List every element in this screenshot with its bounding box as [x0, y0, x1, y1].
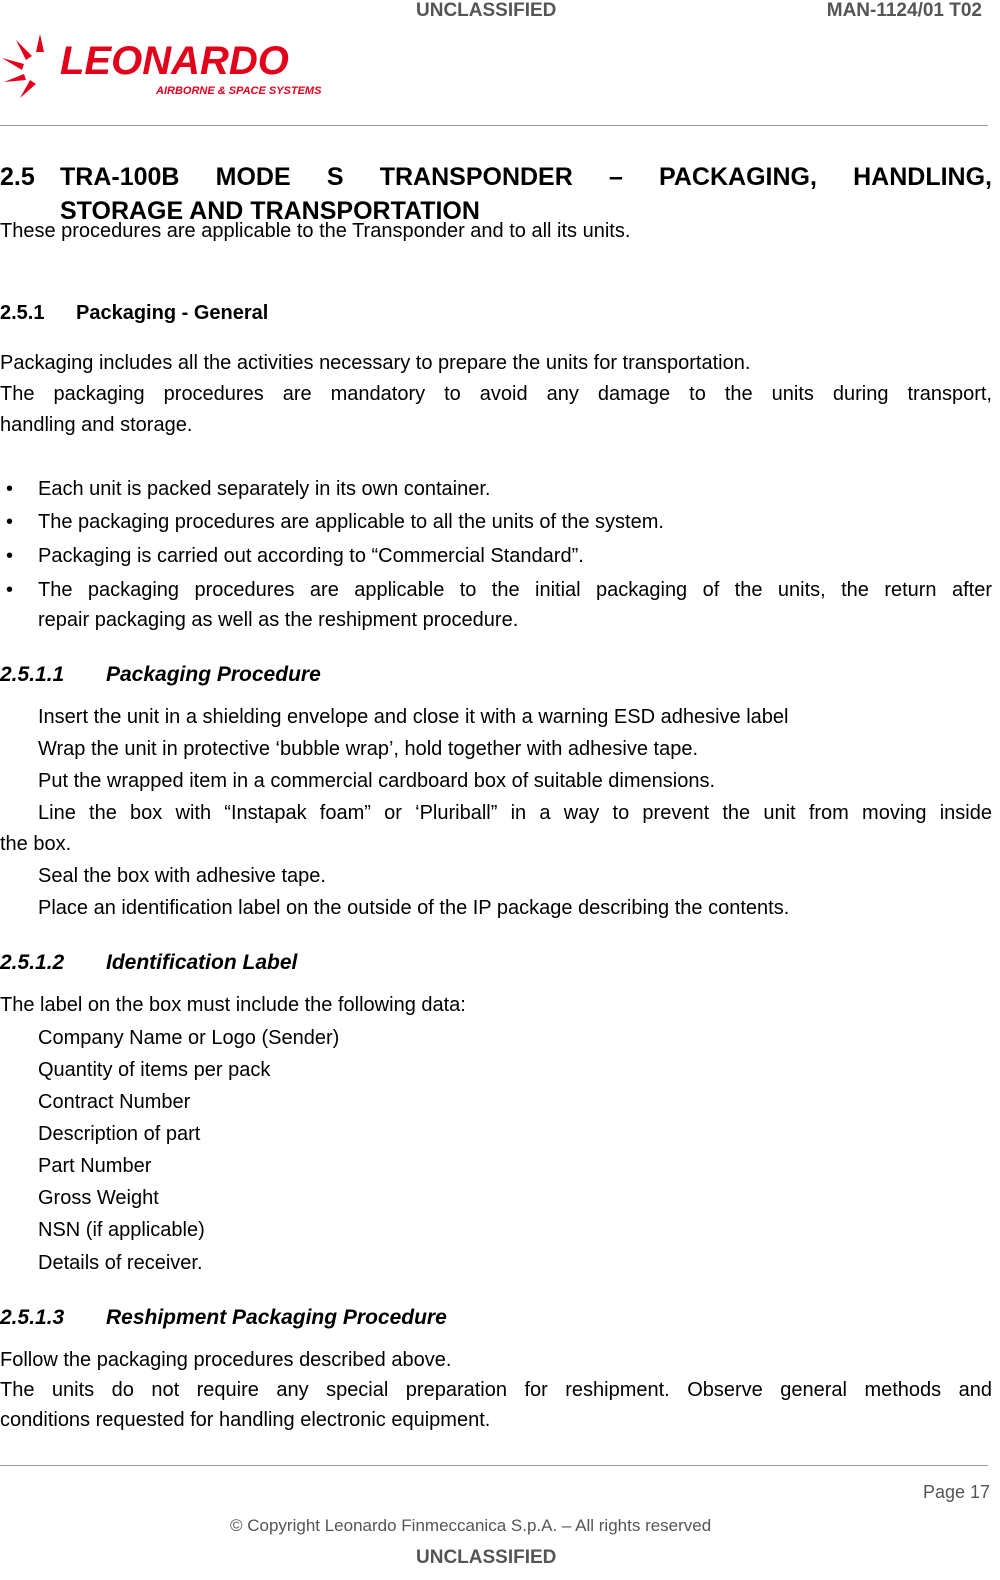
general-paragraph-2-line1: The packaging procedures are mandatory to avoid any damage to the units during transport,	[0, 383, 992, 405]
procedure-step-continuation: the box.	[0, 833, 72, 855]
svg-text:AIRBORNE & SPACE SYSTEMS: AIRBORNE & SPACE SYSTEMS	[156, 85, 322, 97]
header-classification: UNCLASSIFIED	[416, 0, 557, 21]
bullet-dot: •	[6, 478, 14, 500]
procedure-step: Wrap the unit in protective ‘bubble wrap’, hold together with adhesive tape.	[38, 738, 699, 760]
label-item: Description of part	[38, 1123, 201, 1145]
label-intro: The label on the box must include the following data:	[0, 994, 466, 1016]
reshipment-paragraph-1: Follow the packaging procedures described above.	[0, 1349, 452, 1371]
copyright: © Copyright Leonardo Finmeccanica S.p.A. – All rights reserved	[230, 1516, 712, 1535]
subsection-2-5-1-3-number: 2.5.1.3	[0, 1306, 65, 1329]
bullet-item-continuation: repair packaging as well as the reshipment procedure.	[38, 609, 519, 631]
subsection-2-5-1-number: 2.5.1	[0, 302, 45, 324]
label-item: NSN (if applicable)	[38, 1219, 205, 1241]
label-item: Part Number	[38, 1155, 152, 1177]
bullet-item: The packaging procedures are applicable to the initial packaging of the units, the return after	[38, 579, 992, 601]
subsection-2-5-1-2-number: 2.5.1.2	[0, 951, 65, 974]
bullet-dot: •	[6, 579, 14, 601]
subsection-2-5-1-1-number: 2.5.1.1	[0, 663, 65, 686]
bullet-item: Each unit is packed separately in its own container.	[38, 478, 491, 500]
page-number: Page 17	[922, 1482, 990, 1502]
label-item: Details of receiver.	[38, 1252, 203, 1274]
label-item: Gross Weight	[38, 1187, 159, 1209]
subsection-2-5-1-2-title: Identification Label	[106, 951, 298, 974]
label-item: Company Name or Logo (Sender)	[38, 1027, 340, 1049]
subsection-2-5-1-3-title: Reshipment Packaging Procedure	[106, 1306, 447, 1329]
header-doc-number: MAN-1124/01 T02	[826, 0, 982, 21]
bullet-dot: •	[6, 545, 14, 567]
leonardo-logo-icon	[0, 30, 330, 102]
label-item: Quantity of items per pack	[38, 1059, 271, 1081]
svg-text:LEONARDO: LEONARDO	[60, 39, 289, 83]
reshipment-paragraph-2-line2: conditions requested for handling electronic equipment.	[0, 1409, 491, 1431]
bullet-item: The packaging procedures are applicable to all the units of the system.	[38, 511, 664, 533]
procedure-step: Seal the box with adhesive tape.	[38, 865, 326, 887]
section-number: 2.5	[0, 163, 35, 191]
procedure-step: Line the box with “Instapak foam” or ‘Pluriball” in a way to prevent the unit from moving inside	[38, 802, 992, 824]
section-title-line1: TRA-100B MODE S TRANSPONDER – PACKAGING, HANDLING,	[60, 163, 992, 191]
label-item: Contract Number	[38, 1091, 191, 1113]
subsection-2-5-1-title: Packaging - General	[76, 302, 269, 324]
section-title-line2: STORAGE AND TRANSPORTATION	[60, 197, 480, 225]
procedure-step: Put the wrapped item in a commercial cardboard box of suitable dimensions.	[38, 770, 716, 792]
general-paragraph-2-line2: handling and storage.	[0, 414, 193, 436]
footer-classification: UNCLASSIFIED	[416, 1547, 557, 1568]
header-rule	[0, 125, 988, 126]
general-paragraph-1: Packaging includes all the activities necessary to prepare the units for transportation.	[0, 352, 751, 374]
leonardo-logo	[0, 30, 330, 102]
reshipment-paragraph-2-line1: The units do not require any special preparation for reshipment. Observe general methods and	[0, 1379, 992, 1401]
bullet-dot: •	[6, 511, 14, 533]
procedure-step: Place an identification label on the outside of the IP package describing the contents.	[38, 897, 790, 919]
footer-rule	[0, 1465, 988, 1466]
procedure-step: Insert the unit in a shielding envelope and close it with a warning ESD adhesive label	[38, 706, 789, 728]
subsection-2-5-1-1-title: Packaging Procedure	[106, 663, 321, 686]
bullet-item: Packaging is carried out according to “Commercial Standard”.	[38, 545, 584, 567]
